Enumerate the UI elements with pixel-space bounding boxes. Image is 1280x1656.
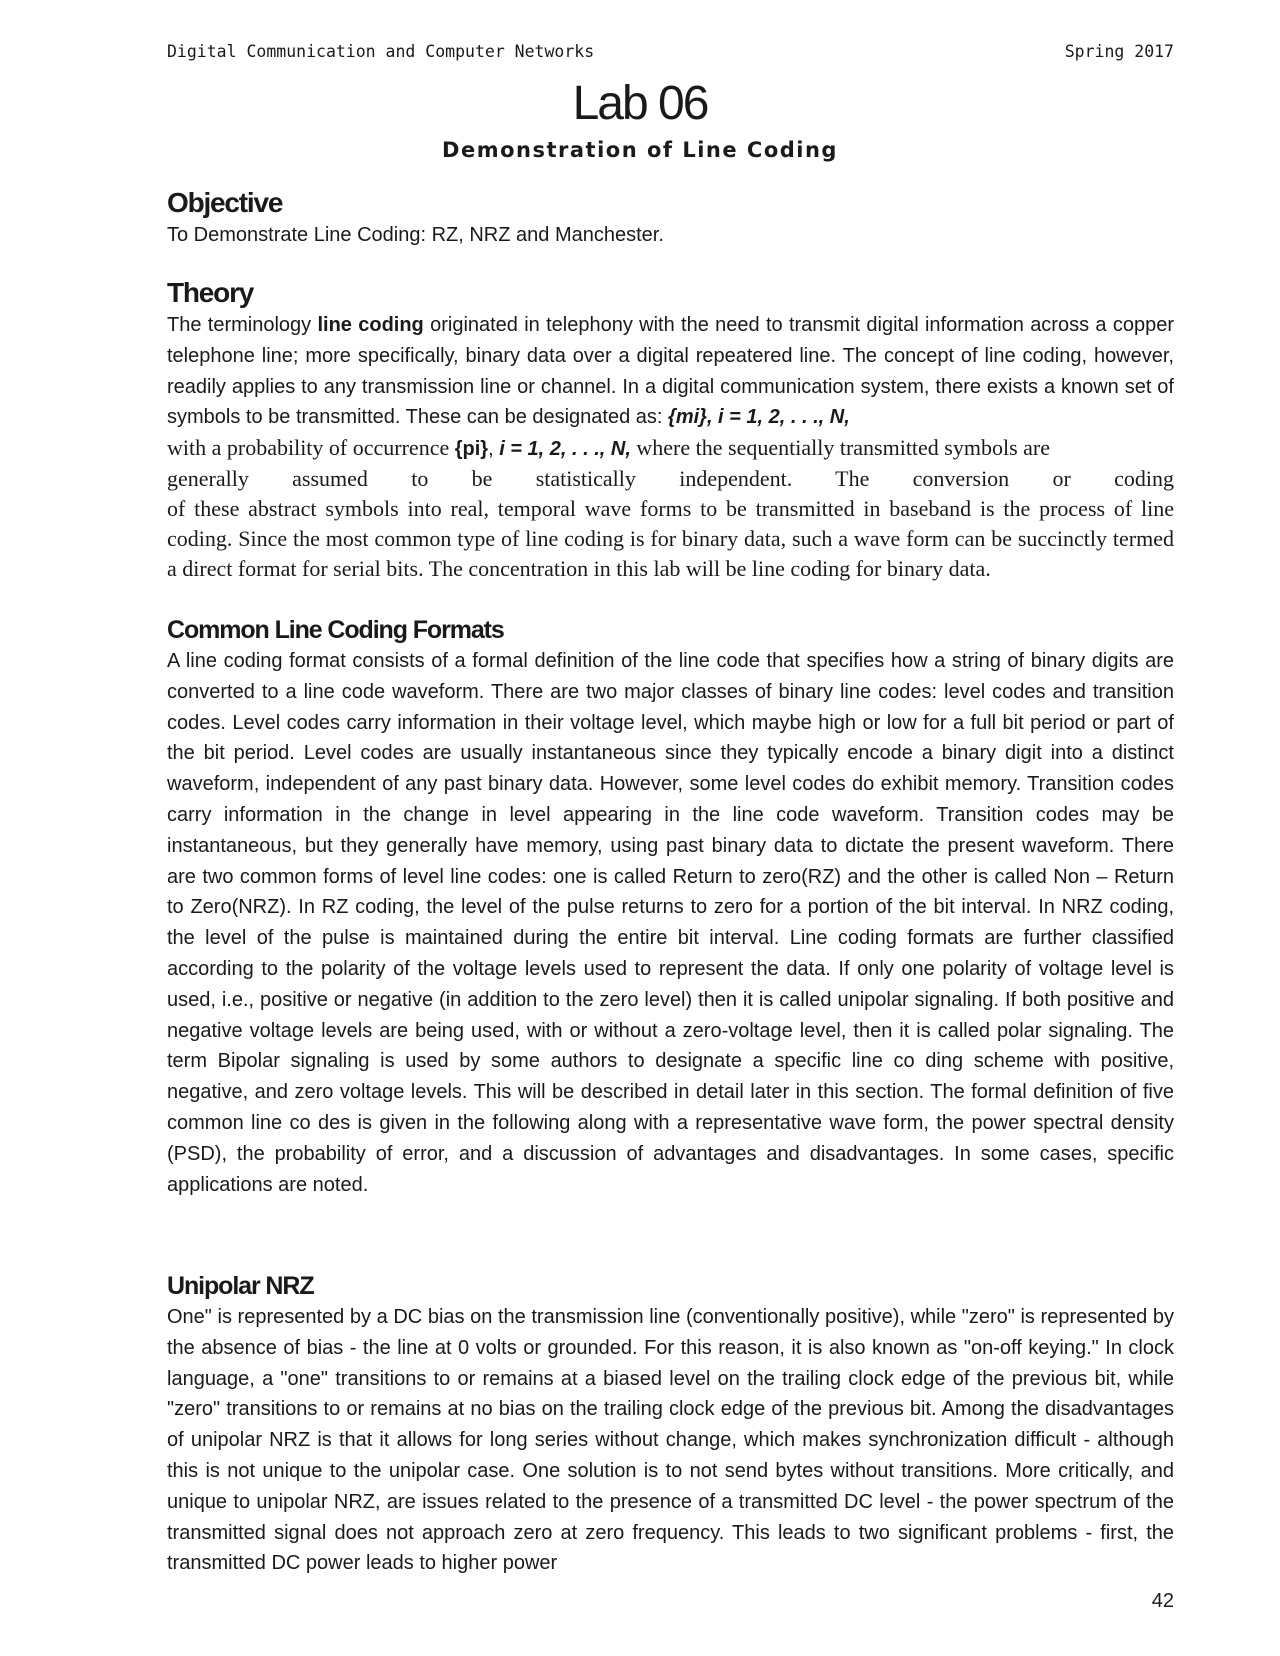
theory-serif-mid: where the sequentially transmitted symbols are bbox=[630, 435, 1051, 461]
unipolar-nrz-heading: Unipolar NRZ bbox=[167, 1272, 314, 1300]
index-expression: i = 1, 2, . . ., N, bbox=[499, 438, 631, 461]
term-label: Spring 2017 bbox=[1064, 42, 1174, 61]
theory-section bbox=[167, 276, 1174, 584]
probability-separator: , bbox=[488, 438, 500, 461]
theory-heading: Theory bbox=[167, 277, 254, 308]
running-header bbox=[167, 42, 1174, 66]
unipolar-nrz-text: One" is represented by a DC bias on the transmission line (conventionally positive), while "zero" is represented by the absence of bias - the line at 0 volts or grounded. For this reason, it is also known as "on-off keying." In clock language, a "one" transitions to or remains at a biased level on the trailing clock edge of the previous bit, while "zero" transitions to or remains at no bias on the trailing clock edge of the previous bit. Among the disadvantages of unipolar NRZ is that it allows for long series without change, which makes synchronization difficult - although this is not unique to the unipolar case. One solution is to not send bytes without transitions. More critically, and unique to unipolar NRZ, are issues related to the presence of a transmitted DC level - the power spectrum of the transmitted signal does not approach zero at zero frequency. This leads to two significant problems - first, the transmitted DC power leads to higher power bbox=[167, 1306, 1174, 1575]
course-name: Digital Communication and Computer Networks bbox=[167, 42, 595, 61]
objective-text: To Demonstrate Line Coding: RZ, NRZ and Manchester. bbox=[167, 224, 664, 246]
theory-intro-pre: The terminology bbox=[167, 314, 318, 336]
theory-serif-rest: of these abstract symbols into real, temporal wave forms to be transmitted in baseband is the process of line coding. Since the most common type of line coding is for binary data, such a wave form can be succinctly termed a direct format for serial bits. The concentration in this lab will be line coding for binary data. bbox=[167, 496, 1174, 582]
unipolar-nrz-section bbox=[167, 1270, 1174, 1579]
page-number: 42 bbox=[1151, 1590, 1174, 1612]
common-formats-section bbox=[167, 614, 1174, 1200]
common-formats-heading: Common Line Coding Formats bbox=[167, 616, 504, 644]
lab-subtitle: Demonstration of Line Coding bbox=[442, 138, 838, 162]
objective-heading: Objective bbox=[167, 187, 283, 218]
theory-spread-line: generally assumed to be statistically independent. The conversion or coding bbox=[167, 466, 1174, 492]
theory-serif-pre: with a probability of occurrence bbox=[167, 435, 455, 461]
theory-serif-line bbox=[167, 433, 1174, 464]
objective-section bbox=[167, 186, 1174, 251]
theory-intro-post: originated in telephony with the need to transmit digital information across a copper telephone line; more specifically, binary data over a digital repeatered line. The concept of line coding, however, readily applies to any transmission line or channel. In a digital communication system, there exists a known set of symbols to be transmitted. These can be designated as: bbox=[167, 314, 1174, 429]
theory-intro bbox=[167, 310, 1174, 433]
common-formats-text: A line coding format consists of a formal definition of the line code that specifies how a string of binary digits are converted to a line code waveform. There are two major classes of binary line codes: level codes and transition codes. Level codes carry information in their voltage level, which maybe high or low for a full bit period or part of the bit period. Level codes are usually instantaneous since they typically encode a binary digit into a distinct waveform, independent of any past binary data. However, some level codes do exhibit memory. Transition codes carry information in the change in level appearing in the line code waveform. Transition codes may be instantaneous, but they generally have memory, using past binary data to dictate the present waveform. There are two common forms of level line codes: one is called Return to zero(RZ) and the other is called Non – Return to Zero(NRZ). In RZ coding, the level of the pulse returns to zero for a portion of the bit interval. In NRZ coding, the level of the pulse is maintained during the entire bit interval. Line coding formats are further classified according to the polarity of the voltage levels used to represent the data. If only one polarity of voltage level is used, i.e., positive or negative (in addition to the zero level) then it is called unipolar signaling. If both positive and negative voltage levels are being used, with or without a zero-voltage level, then it is called polar signaling. The term Bipolar signaling is used by some authors to designate a specific line co ding scheme with positive, negative, and zero voltage levels. This will be described in detail later in this section. The formal definition of five common line co des is given in the following along with a representative wave form, the power spectral density (PSD), the probability of error, and a discussion of advantages and disadvantages. In some cases, specific applications are noted. bbox=[167, 650, 1174, 1196]
line-coding-term: line coding bbox=[317, 314, 424, 336]
lab-title: Lab 06 bbox=[572, 77, 708, 130]
symbols-expression: {mi}, i = 1, 2, . . ., N, bbox=[668, 406, 850, 429]
probability-set: {pi} bbox=[454, 438, 489, 461]
